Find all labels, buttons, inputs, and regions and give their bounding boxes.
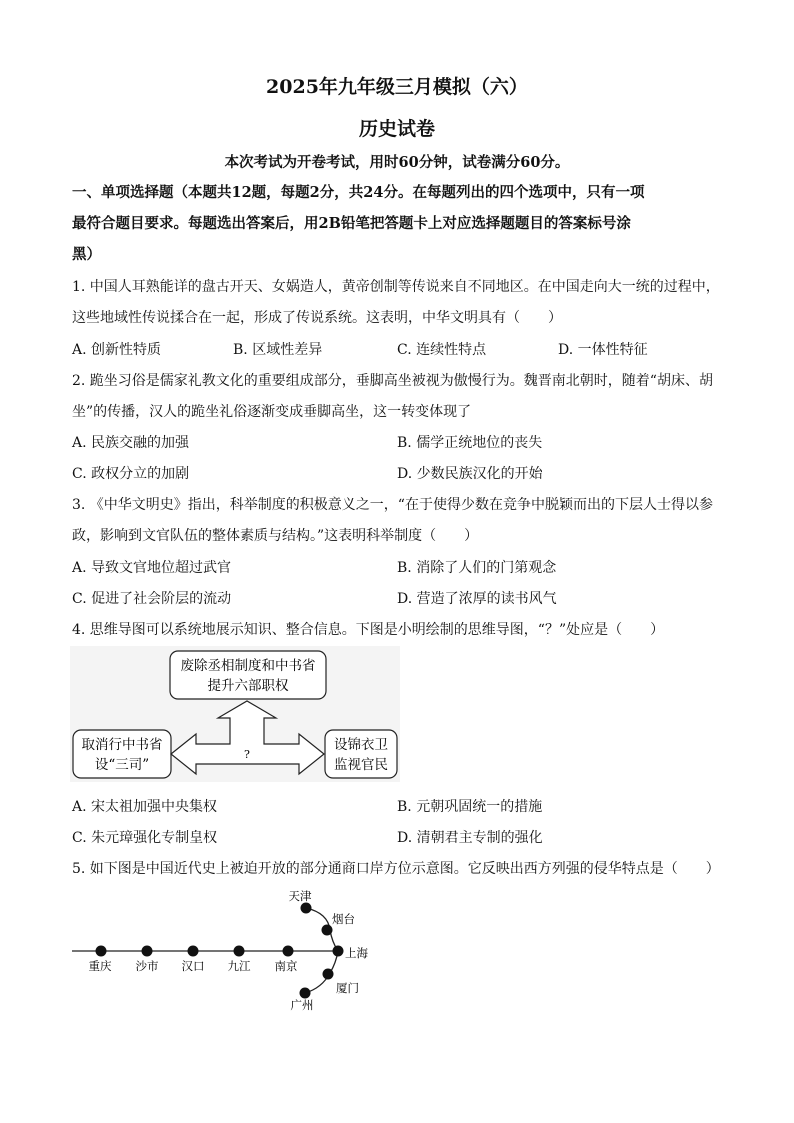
question-2-line2: 坐”的传播，汉人的跪坐礼俗逐渐变成垂脚高坐，这一转变体现了 bbox=[72, 404, 472, 420]
port-dot-chongqing bbox=[96, 946, 107, 957]
question-1-option-d[interactable]: D. 一体性特征 bbox=[558, 342, 648, 358]
question-1-line1: 1. 中国人耳熟能详的盘古开天、女娲造人，黄帝创制等传说来自不同地区。在中国走向大一统的过程中， bbox=[72, 279, 720, 295]
mind-map-top-line2: 提升六部职权 bbox=[207, 678, 289, 694]
port-label-hankou: 汉口 bbox=[181, 959, 205, 973]
question-2-option-a[interactable]: A. 民族交融的加强 bbox=[72, 435, 190, 451]
port-label-chongqing: 重庆 bbox=[88, 959, 112, 973]
port-label-tianjin: 天津 bbox=[288, 889, 312, 903]
mind-map-question-mark: ? bbox=[244, 748, 250, 761]
question-3-option-a[interactable]: A. 导致文官地位超过武官 bbox=[72, 560, 232, 576]
question-2-option-c[interactable]: C. 政权分立的加剧 bbox=[72, 466, 190, 482]
port-label-nanjing: 南京 bbox=[274, 959, 298, 973]
port-dot-yantai bbox=[322, 925, 333, 936]
section-heading-line1: 一、单项选择题（本题共12题，每题2分，共24分。在每题列出的四个选项中，只有一项 bbox=[72, 184, 645, 201]
port-label-guangzhou: 广州 bbox=[290, 998, 314, 1012]
exam-note: 本次考试为开卷考试，用时60分钟，试卷满分60分。 bbox=[224, 154, 570, 171]
question-1-line2: 这些地域性传说揉合在一起，形成了传说系统。这表明，中华文明具有（ ） bbox=[72, 310, 562, 326]
question-1-option-c[interactable]: C. 连续性特点 bbox=[397, 342, 487, 358]
port-label-yantai: 烟台 bbox=[332, 912, 355, 926]
mind-map-diagram bbox=[70, 646, 400, 782]
exam-title: 2025年九年级三月模拟（六） bbox=[266, 76, 528, 98]
port-dot-shashi bbox=[142, 946, 153, 957]
question-4-option-d[interactable]: D. 清朝君主专制的强化 bbox=[397, 830, 543, 846]
question-3-option-c[interactable]: C. 促进了社会阶层的流动 bbox=[72, 591, 232, 607]
port-label-xiamen: 厦门 bbox=[336, 981, 359, 995]
question-2-line1: 2. 跪坐习俗是儒家礼教文化的重要组成部分，垂脚高坐被视为傲慢行为。魏晋南北朝时，随着“胡床、胡 bbox=[72, 373, 713, 389]
mind-map-right-line1: 设锦衣卫 bbox=[334, 737, 388, 753]
question-5-line1: 5. 如下图是中国近代史上被迫开放的部分通商口岸方位示意图。它反映出西方列强的侵华特点是（ ） bbox=[72, 861, 720, 877]
port-dot-jiujiang bbox=[234, 946, 245, 957]
question-4-option-a[interactable]: A. 宋太祖加强中央集权 bbox=[72, 799, 218, 815]
exam-subtitle: 历史试卷 bbox=[358, 118, 435, 140]
port-dot-tianjin bbox=[301, 903, 312, 914]
treaty-ports-map bbox=[60, 888, 390, 1018]
port-label-shashi: 沙市 bbox=[135, 959, 159, 973]
question-3-option-b[interactable]: B. 消除了人们的门第观念 bbox=[397, 560, 557, 576]
question-1-option-a[interactable]: A. 创新性特质 bbox=[72, 342, 162, 358]
port-dot-xiamen bbox=[323, 969, 334, 980]
port-dot-shanghai bbox=[333, 946, 344, 957]
port-dot-guangzhou bbox=[300, 988, 311, 999]
section-heading-line3: 黑） bbox=[72, 246, 101, 263]
question-3-line1: 3. 《中华文明史》指出，科举制度的积极意义之一，“在于使得少数在竞争中脱颖而出的下层人士得以参 bbox=[72, 497, 713, 513]
question-4-option-c[interactable]: C. 朱元璋强化专制皇权 bbox=[72, 830, 218, 846]
port-label-shanghai: 上海 bbox=[345, 946, 368, 960]
mind-map-left-line1: 取消行中书省 bbox=[81, 737, 163, 753]
question-3-option-d[interactable]: D. 营造了浓厚的读书风气 bbox=[397, 591, 557, 607]
question-4-line1: 4. 思维导图可以系统地展示知识、整合信息。下图是小明绘制的思维导图，“？”处应是（ ） bbox=[72, 622, 665, 638]
port-dot-hankou bbox=[188, 946, 199, 957]
mind-map-left-line2: 设“三司” bbox=[94, 757, 150, 773]
mind-map-right-line2: 监视官民 bbox=[334, 757, 388, 773]
question-2-option-d[interactable]: D. 少数民族汉化的开始 bbox=[397, 466, 543, 482]
question-4-option-b[interactable]: B. 元朝巩固统一的措施 bbox=[397, 799, 543, 815]
mind-map-top-line1: 废除丞相制度和中书省 bbox=[180, 658, 316, 674]
question-2-option-b[interactable]: B. 儒学正统地位的丧失 bbox=[397, 435, 543, 451]
port-label-jiujiang: 九江 bbox=[227, 959, 251, 973]
section-heading-line2: 最符合题目要求。每题选出答案后，用2B铅笔把答题卡上对应选择题题目的答案标号涂 bbox=[72, 215, 631, 232]
port-dot-nanjing bbox=[283, 946, 294, 957]
question-1-option-b[interactable]: B. 区域性差异 bbox=[233, 342, 323, 358]
question-3-line2: 政，影响到文官队伍的整体素质与结构。”这表明科举制度（ ） bbox=[72, 528, 479, 544]
